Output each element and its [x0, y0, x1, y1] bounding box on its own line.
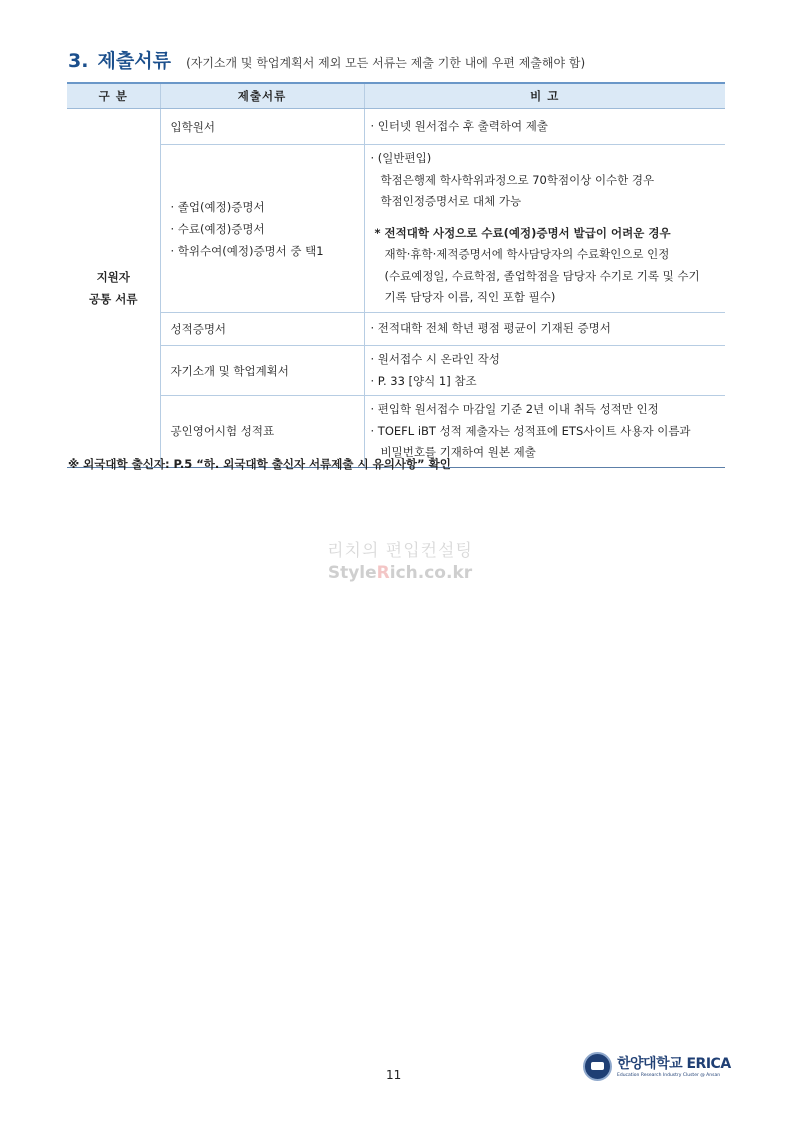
document-name: 입학원서	[170, 119, 215, 134]
remark-line: · TOEFL iBT 성적 제출자는 성적표에 ETS사이트 사용자 이름과	[370, 423, 691, 438]
footnote: ※ 외국대학 출신자: P.5 “하. 외국대학 출신자 서류제출 시 유의사항” 확인	[68, 457, 451, 471]
table-header-row	[67, 83, 725, 109]
section-heading	[68, 46, 585, 73]
remark-cell	[364, 145, 725, 313]
remark-line: 학점은행제 학사학위과정으로 70학점이상 이수한 경우	[380, 172, 655, 187]
table-row	[67, 109, 725, 145]
document-name: 공인영어시험 성적표	[170, 424, 275, 439]
remark-line: 비밀번호를 기재하여 원본 제출	[380, 445, 536, 459]
group-label-line: 지원자	[96, 269, 130, 284]
remark-line: · (일반편입)	[370, 151, 432, 166]
watermark-url-part: ich.co.kr	[389, 563, 473, 583]
remark-line: · 편입학 원서접수 마감일 기준 2년 이내 취득 성적만 인정	[370, 402, 659, 416]
table-row	[67, 346, 725, 396]
section-note: (자기소개 및 학업계획서 제외 모든 서류는 제출 기한 내에 우편 제출해야 함)	[186, 56, 586, 70]
remark-line: · P. 33 [양식 1] 참조	[370, 373, 477, 388]
watermark-url-part: Style	[327, 563, 377, 583]
watermark	[320, 536, 480, 583]
document-cell	[160, 346, 364, 396]
watermark-line: 리치의 편입컨설팅	[327, 541, 473, 561]
table-row	[67, 313, 725, 346]
header-category: 구 분	[67, 83, 160, 109]
remark-line: 학점인정증명서로 대체 가능	[380, 194, 522, 209]
remark-cell	[364, 346, 725, 396]
document-cell	[160, 109, 364, 145]
watermark-url	[320, 563, 480, 583]
remark-line: · 원서접수 시 온라인 작성	[370, 352, 500, 366]
remark-warning: * 전적대학 사정으로 수료(예정)증명서 발급이 어려운 경우	[374, 225, 671, 240]
header-documents: 제출서류	[160, 83, 364, 109]
remark-cell	[364, 109, 725, 145]
remark-line: · 인터넷 원서접수 후 출력하여 제출	[370, 118, 548, 133]
remark-line: · 전적대학 전체 학년 평점 평균이 기재된 증명서	[370, 321, 611, 336]
remark-line: (수료예정일, 수료학점, 졸업학점을 담당자 수기로 기록 및 수기	[384, 268, 700, 283]
logo-subtitle: Education Research Industry Cluster @ Ansan	[617, 1073, 721, 1078]
document-name: 자기소개 및 학업계획서	[170, 363, 289, 378]
document-cell	[160, 145, 364, 313]
remark-line: 재학·휴학·제적증명서에 학사담당자의 수료확인으로 인정	[384, 247, 670, 262]
section-number: 3.	[68, 50, 89, 72]
documents-table	[67, 82, 725, 468]
group-label-line: 공통 서류	[89, 291, 138, 306]
university-seal-icon	[583, 1052, 612, 1081]
university-logo	[583, 1052, 731, 1084]
page-number: 11	[386, 1068, 402, 1082]
logo-text: 한양대학교 ERICA	[617, 1056, 731, 1072]
header-remarks: 비 고	[364, 83, 725, 109]
document-name: · 학위수여(예정)증명서 중 택1	[170, 243, 324, 258]
remark-cell	[364, 313, 725, 346]
watermark-url-part: R	[376, 563, 390, 583]
document-name: 성적증명서	[170, 322, 227, 336]
group-label-cell	[67, 109, 160, 468]
document-name: · 수료(예정)증명서	[170, 221, 265, 236]
remark-line: 기록 담당자 이름, 직인 포함 필수)	[384, 290, 556, 305]
document-name: · 졸업(예정)증명서	[170, 199, 265, 214]
document-cell	[160, 313, 364, 346]
section-title: 제출서류	[97, 50, 171, 72]
table-row	[67, 145, 725, 313]
